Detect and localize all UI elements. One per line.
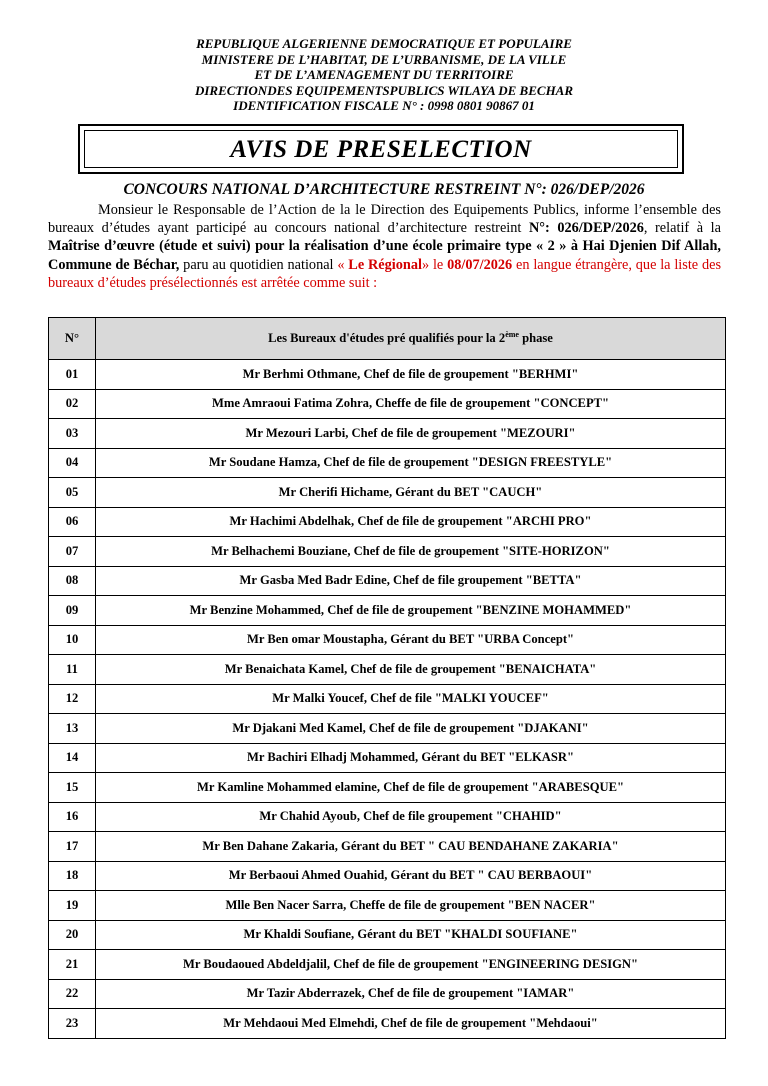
column-header-text: phase [518, 331, 553, 346]
paragraph-quote-open: « [337, 256, 349, 273]
row-number: 14 [49, 743, 96, 773]
row-bureau-name: Mr Hachimi Abdelhak, Chef de file de groupement "ARCHI PRO" [96, 507, 726, 537]
row-number: 20 [49, 920, 96, 950]
table-row [49, 537, 726, 567]
row-number: 23 [49, 1009, 96, 1039]
row-number: 08 [49, 566, 96, 596]
table-row [49, 419, 726, 449]
row-number: 03 [49, 419, 96, 449]
row-bureau-name: Mr Mezouri Larbi, Chef de file de groupement "MEZOURI" [96, 419, 726, 449]
row-bureau-name: Mme Amraoui Fatima Zohra, Cheffe de file de groupement "CONCEPT" [96, 389, 726, 419]
row-bureau-name: Mr Djakani Med Kamel, Chef de file de groupement "DJAKANI" [96, 714, 726, 744]
table-row [49, 743, 726, 773]
table-row [49, 861, 726, 891]
row-bureau-name: Mr Boudaoued Abdeldjalil, Chef de file de groupement "ENGINEERING DESIGN" [96, 950, 726, 980]
table-header-row [49, 318, 726, 360]
row-bureau-name: Mr Malki Youcef, Chef de file "MALKI YOUCEF" [96, 684, 726, 714]
title-frame [78, 124, 684, 174]
table-row [49, 979, 726, 1009]
row-bureau-name: Mr Soudane Hamza, Chef de file de groupement "DESIGN FREESTYLE" [96, 448, 726, 478]
table-row [49, 478, 726, 508]
row-number: 09 [49, 596, 96, 626]
row-number: 06 [49, 507, 96, 537]
row-number: 22 [49, 979, 96, 1009]
table-row [49, 773, 726, 803]
row-bureau-name: Mr Mehdaoui Med Elmehdi, Chef de file de groupement "Mehdaoui" [96, 1009, 726, 1039]
column-header-sup: ème [505, 330, 519, 340]
table-row [49, 684, 726, 714]
table-row [49, 389, 726, 419]
row-number: 10 [49, 625, 96, 655]
row-bureau-name: Mr Belhachemi Bouziane, Chef de file de groupement "SITE-HORIZON" [96, 537, 726, 567]
header-line: ET DE L’AMENAGEMENT DU TERRITOIRE [254, 67, 514, 82]
row-bureau-name: Mr Bachiri Elhadj Mohammed, Gérant du BET "ELKASR" [96, 743, 726, 773]
table-row [49, 1009, 726, 1039]
table-row [49, 950, 726, 980]
row-bureau-name: Mr Gasba Med Badr Edine, Chef de file groupement "BETTA" [96, 566, 726, 596]
table-row [49, 802, 726, 832]
row-bureau-name: Mr Cherifi Hichame, Gérant du BET "CAUCH" [96, 478, 726, 508]
header-line: REPUBLIQUE ALGERIENNE DEMOCRATIQUE ET POPULAIRE [196, 36, 572, 51]
row-bureau-name: Mr Kamline Mohammed elamine, Chef de file de groupement "ARABESQUE" [96, 773, 726, 803]
header-line: DIRECTIONDES EQUIPEMENTSPUBLICS WILAYA DE BECHAR [194, 82, 574, 98]
preselection-table [48, 317, 726, 1039]
paragraph-quote-close: » le [422, 256, 448, 273]
row-bureau-name: Mr Ben omar Moustapha, Gérant du BET "URBA Concept" [96, 625, 726, 655]
row-number: 11 [49, 655, 96, 685]
row-number: 12 [49, 684, 96, 714]
table-row [49, 714, 726, 744]
row-number: 21 [49, 950, 96, 980]
row-number: 16 [49, 802, 96, 832]
table-row [49, 655, 726, 685]
table-row [49, 832, 726, 862]
column-header-text: Les Bureaux d'études pré qualifiés pour la 2 [268, 331, 506, 346]
table-row [49, 507, 726, 537]
row-number: 02 [49, 389, 96, 419]
row-bureau-name: Mr Khaldi Soufiane, Gérant du BET "KHALDI SOUFIANE" [96, 920, 726, 950]
table-row [49, 625, 726, 655]
paragraph-text: en langue étrangère, que la liste des bureaux d’études présélectionnés est arrêtée comme suit : [48, 256, 722, 291]
notice-paragraph [48, 201, 721, 292]
row-number: 04 [49, 448, 96, 478]
paragraph-text: paru au quotidien national [179, 256, 338, 273]
column-header-bureau [96, 318, 726, 360]
row-bureau-name: Mr Benzine Mohammed, Chef de file de groupement "BENZINE MOHAMMED" [96, 596, 726, 626]
row-bureau-name: Mr Ben Dahane Zakaria, Gérant du BET " CAU BENDAHANE ZAKARIA" [96, 832, 726, 862]
table-row [49, 448, 726, 478]
row-number: 13 [49, 714, 96, 744]
table-row [49, 566, 726, 596]
competition-subtitle: CONCOURS NATIONAL D’ARCHITECTURE RESTREINT N°: 026/DEP/2026 [123, 181, 645, 198]
row-number: 01 [49, 360, 96, 390]
row-number: 18 [49, 861, 96, 891]
table-row [49, 360, 726, 390]
row-number: 19 [49, 891, 96, 921]
row-bureau-name: Mr Berbaoui Ahmed Ouahid, Gérant du BET " CAU BERBAOUI" [96, 861, 726, 891]
row-number: 07 [49, 537, 96, 567]
header-line: IDENTIFICATION FISCALE N° : 0998 0801 90867 01 [233, 98, 535, 113]
table-row [49, 596, 726, 626]
document-header [0, 36, 768, 114]
header-line: MINISTERE DE L’HABITAT, DE L’URBANISME, DE LA VILLE [201, 51, 567, 67]
row-bureau-name: Mlle Ben Nacer Sarra, Cheffe de file de groupement "BEN NACER" [96, 891, 726, 921]
paragraph-text: , relatif à la [643, 220, 721, 237]
notice-title: AVIS DE PRESELECTION [84, 130, 678, 168]
row-bureau-name: Mr Tazir Abderrazek, Chef de file de groupement "IAMAR" [96, 979, 726, 1009]
publication-date: 08/07/2026 [447, 256, 513, 273]
paragraph-reference: N°: 026/DEP/2026 [528, 220, 644, 237]
table-row [49, 920, 726, 950]
paragraph-text: Monsieur le Responsable de l’Action de la le Direction des Equipements Publics, informe l’ensemble des bureaux d’études ayant participé au concours national d’architecture restreint [48, 202, 721, 237]
row-number: 17 [49, 832, 96, 862]
table-row [49, 891, 726, 921]
row-bureau-name: Mr Benaichata Kamel, Chef de file de groupement "BENAICHATA" [96, 655, 726, 685]
row-bureau-name: Mr Chahid Ayoub, Chef de file groupement "CHAHID" [96, 802, 726, 832]
row-bureau-name: Mr Berhmi Othmane, Chef de file de groupement "BERHMI" [96, 360, 726, 390]
row-number: 05 [49, 478, 96, 508]
newspaper-name: Le Régional [348, 256, 422, 273]
column-header-number: N° [49, 318, 96, 360]
paragraph-project: Maîtrise d’œuvre (étude et suivi) pour la réalisation d’une école primaire type « 2 » à Hai Djenien Dif Allah, Commune de Béchar, [48, 238, 721, 273]
row-number: 15 [49, 773, 96, 803]
